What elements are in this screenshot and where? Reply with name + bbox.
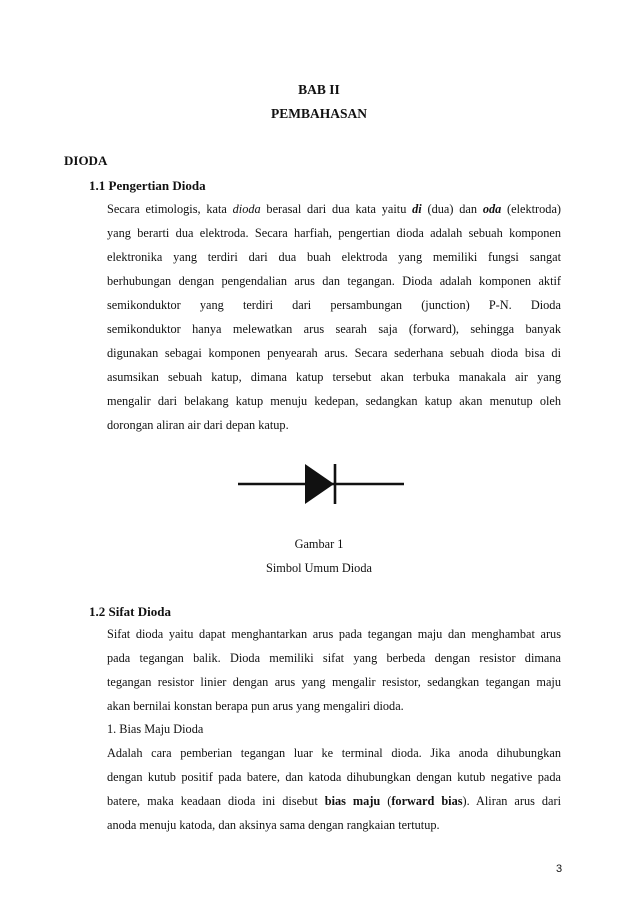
term-forward-bias: forward bias	[391, 794, 463, 808]
para1-line-9: mengalir dari belakang katup menuju kedepan, sedangkan katup akan menutup oleh	[107, 394, 561, 408]
page-number: 3	[556, 863, 563, 875]
term-di: di	[412, 202, 422, 216]
term-bias-maju: bias maju	[324, 794, 381, 808]
word: persambungan	[330, 298, 403, 312]
text-run: Secara etimologis, kata	[107, 202, 233, 216]
diode-anode-triangle	[305, 464, 334, 504]
para1-line-8: asumsikan sebuah katup, dimana katup tersebut akan terbuka manakala air yang	[107, 370, 561, 384]
para2-line-3: tegangan resistor linier dengan arus yang mengalir resistor, sedangkan tegangan maju	[107, 675, 561, 689]
diode-symbol-figure	[238, 462, 404, 506]
word: dari	[292, 298, 312, 312]
word: Dioda	[530, 298, 561, 312]
word: yang	[199, 298, 224, 312]
para3-line-4: anoda menuju katoda, dan aksinya sama dengan rangkaian tertutup.	[107, 818, 440, 832]
para1-line-10: dorongan aliran air dari depan katup.	[107, 418, 289, 432]
word: terdiri	[242, 298, 273, 312]
figure-caption-number: Gambar 1	[294, 537, 344, 551]
para1-line-7: digunakan sebagai komponen penyearah arus. Secara sederhana sebuah dioda bisa di	[107, 346, 561, 360]
para1-line-4: berhubungan dengan pengendalian arus dan tegangan. Dioda adalah komponen aktif	[107, 274, 561, 288]
para2-line-4: akan bernilai konstan berapa pun arus yang mengaliri dioda.	[107, 699, 404, 713]
text-run: (dua) dan	[421, 202, 483, 216]
subsection-heading-2: 1.2 Sifat Dioda	[89, 604, 171, 619]
chapter-title: PEMBAHASAN	[270, 106, 367, 121]
text-run: ). Aliran arus dari	[462, 794, 561, 808]
term-dioda: dioda	[232, 202, 261, 216]
para3-line-2: dengan kutub positif pada batere, dan katoda dihubungkan dengan kutub negative pada	[107, 770, 561, 784]
para1-line-1	[107, 202, 561, 217]
para1-line-6: semikonduktor hanya melewatkan arus searah saja (forward), sehingga banyak	[107, 322, 561, 336]
text-run: (	[380, 794, 392, 808]
text-run: berasal dari dua kata yaitu	[260, 202, 413, 216]
list-item-bias-maju: 1. Bias Maju Dioda	[107, 722, 204, 736]
para1-line-5	[107, 298, 561, 313]
word: P-N.	[488, 298, 512, 312]
text-run: (elektroda)	[501, 202, 561, 216]
section-heading: DIODA	[64, 153, 108, 168]
para3-line-1: Adalah cara pemberian tegangan luar ke terminal dioda. Jika anoda dihubungkan	[107, 746, 561, 760]
figure-caption-title: Simbol Umum Dioda	[266, 561, 372, 575]
word: semikonduktor	[107, 298, 181, 312]
subsection-heading-1: 1.1 Pengertian Dioda	[89, 178, 206, 193]
chapter-label: BAB II	[298, 82, 340, 97]
text-run: batere, maka keadaan dioda ini disebut	[107, 794, 325, 808]
para2-line-2: pada tegangan balik. Dioda memiliki sifat yang berbeda dengan resistor dimana	[107, 651, 561, 665]
para3-line-3	[107, 794, 561, 809]
para1-line-3: elektronika yang terdiri dari dua buah elektroda yang memiliki fungsi sangat	[107, 250, 561, 264]
para2-line-1: Sifat dioda yaitu dapat menghantarkan arus pada tegangan maju dan menghambat arus	[107, 627, 561, 641]
word: (junction)	[421, 298, 470, 312]
para1-line-2: yang berarti dua elektroda. Secara harfiah, pengertian dioda adalah sebuah komponen	[107, 226, 561, 240]
term-oda: oda	[482, 202, 502, 216]
